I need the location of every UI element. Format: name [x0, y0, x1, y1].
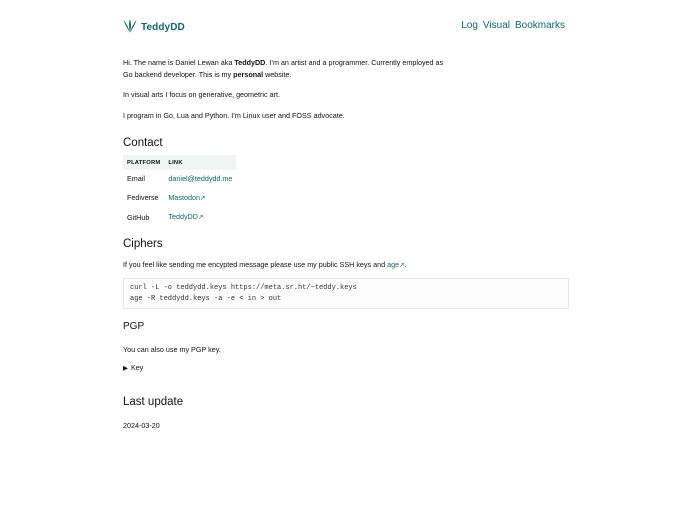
- site-title: TeddyDD: [141, 21, 185, 33]
- external-link-icon: ↗: [399, 261, 405, 269]
- code-block: [123, 278, 569, 309]
- nav-bookmarks[interactable]: Bookmarks: [514, 20, 565, 31]
- visual-arts-paragraph: In visual arts I focus on generative, geometric art.: [123, 90, 281, 99]
- mastodon-link[interactable]: [168, 193, 205, 202]
- ciphers-text: .: [404, 259, 407, 269]
- column-header-link: LINK: [164, 155, 236, 170]
- last-update-heading: Last update: [123, 395, 184, 408]
- link-label: TeddyDD: [168, 212, 198, 221]
- link-label: Mastodon: [168, 192, 200, 202]
- intro-text: website.: [263, 69, 292, 79]
- column-header-platform: PLATFORM: [123, 155, 164, 170]
- code-line: curl -L -o teddydd.keys https://meta.sr.ht/~teddy.keys: [130, 284, 357, 292]
- pgp-key-summary[interactable]: [123, 363, 569, 372]
- contact-table: [123, 155, 236, 228]
- github-link[interactable]: [168, 212, 203, 221]
- pgp-key-details[interactable]: [123, 363, 569, 372]
- intro-text: Hi. The name is Daniel Lewan aka: [123, 58, 235, 67]
- ciphers-text: If you feel like sending me encypted message please use my public SSH keys and: [123, 259, 388, 269]
- nav-visual[interactable]: Visual: [482, 20, 510, 31]
- intro-text: . I’m an artist and a programmer. Currently employed as Go backend developer. This is my: [123, 58, 444, 79]
- platform-cell: Email: [127, 174, 145, 183]
- home-link[interactable]: [123, 18, 185, 36]
- pgp-paragraph: You can also use my PGP key.: [123, 345, 221, 354]
- contact-heading: Contact: [123, 137, 163, 149]
- ciphers-heading: Ciphers: [123, 237, 163, 250]
- platform-cell: GitHub: [127, 212, 150, 222]
- platform-cell: Fediverse: [127, 193, 159, 202]
- ciphers-paragraph: [123, 259, 569, 272]
- disclosure-triangle-icon: ▶: [123, 364, 128, 372]
- summary-label: Key: [131, 362, 144, 372]
- leaf-logo-icon: [123, 18, 137, 36]
- table-row: [123, 189, 236, 209]
- table-row: [123, 170, 236, 189]
- emphasis: personal: [233, 69, 264, 79]
- nav-log[interactable]: Log: [461, 20, 478, 31]
- last-update-date: 2024-03-20: [123, 420, 160, 430]
- main-content: [123, 57, 569, 431]
- main-nav: [461, 20, 565, 31]
- programming-paragraph: I program in Go, Lua and Python. I’m Linux user and FOSS advocate.: [123, 110, 345, 120]
- link-label: age: [387, 259, 400, 269]
- nickname: TeddyDD: [234, 58, 266, 67]
- intro-paragraph: [123, 57, 448, 80]
- table-row: [123, 208, 236, 228]
- external-link-icon: ↗: [199, 194, 206, 202]
- email-link[interactable]: daniel@teddydd.me: [168, 174, 233, 183]
- code-line: age -R teddydd.keys -a -e < in > out: [130, 294, 282, 303]
- age-link[interactable]: [387, 260, 404, 269]
- site-header: [123, 18, 565, 38]
- pgp-heading: PGP: [123, 321, 145, 332]
- external-link-icon: ↗: [197, 214, 204, 221]
